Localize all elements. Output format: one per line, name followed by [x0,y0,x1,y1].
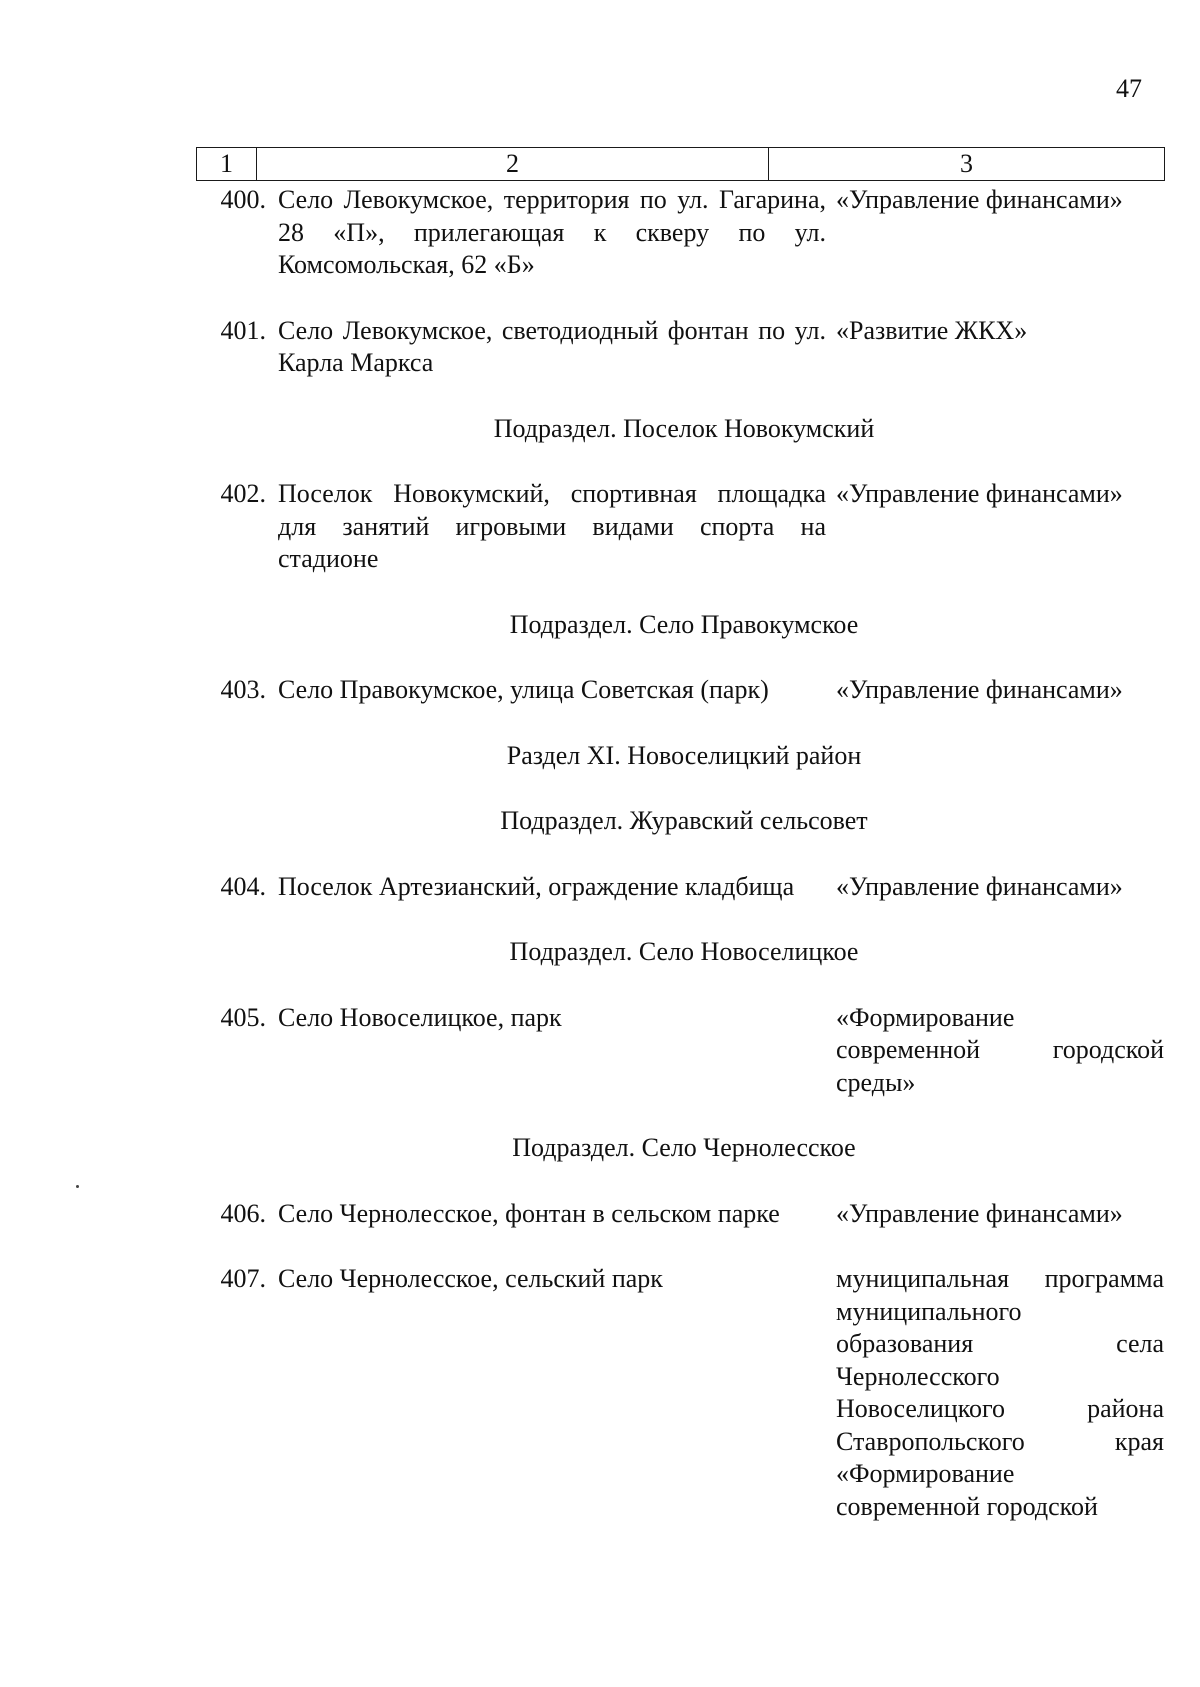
table-row [196,184,1164,282]
program-name: муниципальная программа муниципального образования села Чернолесского Новоселицкого района Ставропольского края «Формирование современной городской [836,1264,1164,1521]
program-name: «Управление финансами» [836,185,1123,214]
row-number: 404. [220,871,266,901]
table-row [196,1263,1164,1523]
object-description: Село Левокумское, светодиодный фонтан по ул. Карла Маркса [278,315,826,377]
scan-speck [76,1185,79,1188]
header-col-1: 1 [197,148,257,181]
program-name: «Формирование современной городской среды» [836,1002,1164,1097]
row-number: 406. [220,1198,266,1228]
table-row [196,1198,1164,1231]
object-description: Село Левокумское, территория по ул. Гагарина, 28 «П», прилегающая к скверу по ул. Комсомольская, 62 «Б» [278,185,826,279]
row-number: 401. [220,315,266,345]
row-number: 407. [220,1264,266,1293]
row-number: 400. [220,185,266,214]
program-name: «Управление финансами» [836,675,1123,704]
object-description: Поселок Новокумский, спортивная площадка для занятий игровыми видами спорта на стадионе [278,479,826,573]
program-name: «Управление финансами» [836,479,1123,508]
object-description: Поселок Артезианский, ограждение кладбища [278,871,795,901]
object-description: Село Чернолесское, фонтан в сельском парке [278,1198,780,1228]
program-name: «Управление финансами» [836,871,1123,901]
page-number: 47 [1116,74,1142,103]
table-row [196,315,1164,380]
table-row [196,478,1164,576]
table-row [196,674,1164,707]
section-heading: Раздел XI. Новоселицкий район [506,740,862,770]
document-body [196,184,1164,1556]
header-col-3: 3 [769,148,1165,181]
row-number: 403. [220,675,266,704]
section-heading: Подраздел. Село Новоселицкое [509,937,859,966]
section-heading: Подраздел. Село Чернолесское [512,1133,856,1162]
program-name: «Развитие ЖКХ» [836,315,1028,345]
section-heading: Подраздел. Журавский сельсовет [500,806,868,835]
object-description: Село Правокумское, улица Советская (парк) [278,675,769,704]
section-heading: Подраздел. Поселок Новокумский [493,413,875,443]
row-number: 402. [220,479,266,508]
table-row [196,1002,1164,1100]
table-row [196,871,1164,904]
object-description: Село Чернолесское, сельский парк [278,1264,663,1293]
program-name: «Управление финансами» [836,1198,1123,1228]
row-number: 405. [220,1002,266,1032]
header-col-2: 2 [257,148,769,181]
section-heading: Подраздел. Село Правокумское [509,609,859,639]
object-description: Село Новоселицкое, парк [278,1002,562,1032]
table-header [196,147,1165,181]
